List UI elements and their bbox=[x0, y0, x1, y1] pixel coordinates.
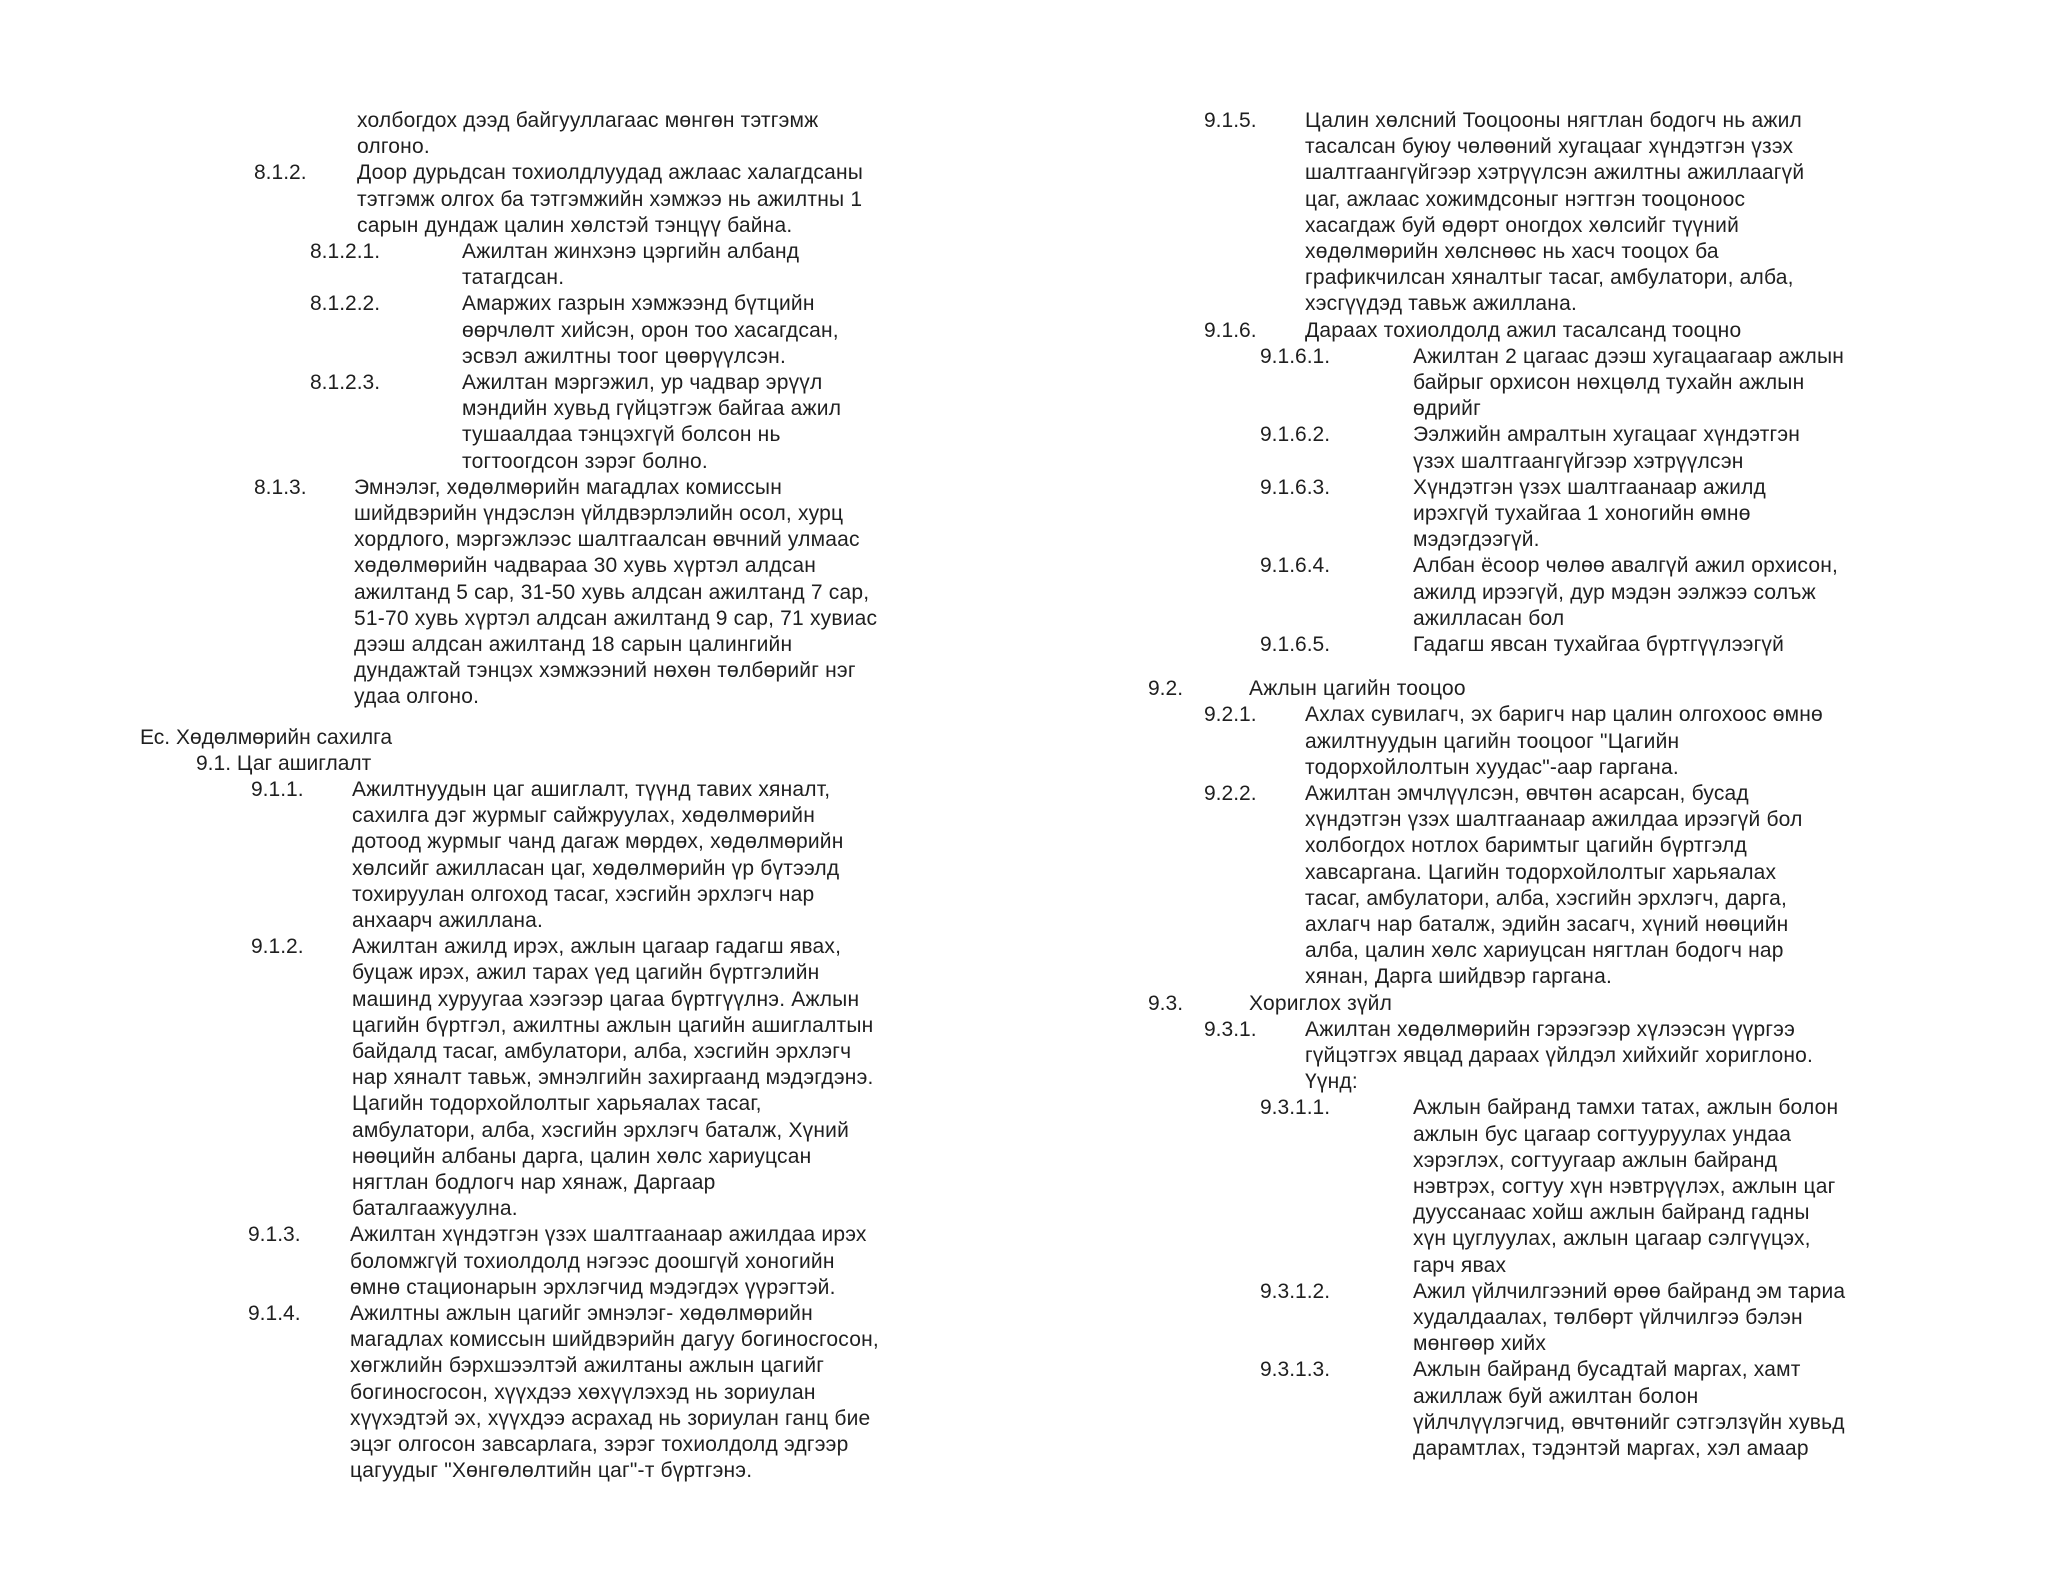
text-line: тохируулан олгоход тасаг, хэсгийн эрхлэгч нар bbox=[352, 882, 815, 906]
text-line: Ажлын цагийн тооцоо bbox=[1249, 677, 1466, 701]
text-line: хавсаргана. Цагийн тодорхойлолтыг харьяалах bbox=[1305, 860, 1777, 884]
text-line: тасаг, амбулатори, алба, хэсгийн эрхлэгч, дарга, bbox=[1305, 886, 1788, 910]
text-line: цагийн бүртгэл, ажилтны ажлын цагийн ашиглалтын bbox=[352, 1013, 874, 1037]
text-line: хүн цуглуулах, ажлын цагаар сэлгүүцэх, bbox=[1413, 1227, 1811, 1251]
item-number: 9.3.1.3. bbox=[1260, 1358, 1331, 1382]
text-line: нар хяналт тавьж, эмнэлгийн захиргаанд мэдэгдэнэ. bbox=[352, 1066, 874, 1090]
text-line: холбогдох нотлох баримтыг цагийн бүртгэлд bbox=[1305, 834, 1747, 858]
text-line: хордлого, мэргэжлээс шалтгаалсан өвчний улмаас bbox=[354, 528, 860, 552]
item-number: 8.1.2. bbox=[254, 161, 307, 185]
text-line: Ажилтан мэргэжил, ур чадвар эрүүл bbox=[462, 371, 823, 394]
text-line: хүндэтгэн үзэх шалтгаанаар ажилдаа ирээгүй бол bbox=[1305, 808, 1803, 832]
text-line: Ажилтан хүндэтгэн үзэх шалтгаанаар ажилдаа ирэх bbox=[350, 1223, 867, 1247]
text-line: ахлагч нар баталж, эдийн засагч, хүний нөөцийн bbox=[1305, 913, 1789, 936]
text-line: Дараах тохиолдолд ажил тасалсанд тооцно bbox=[1305, 318, 1742, 342]
text-line: гарч явах bbox=[1413, 1253, 1507, 1277]
text-line: тасалсан буюу чөлөөний хугацааг хүндэтгэн үзэх bbox=[1305, 135, 1794, 159]
section-heading: 9.1. Цаг ашиглалт bbox=[196, 751, 372, 775]
text-line: Хориглох зүйл bbox=[1249, 991, 1393, 1015]
text-line: тодорхойлолтын хуудас"-аар гаргана. bbox=[1305, 755, 1679, 779]
text-line: Ээлжийн амралтын хугацааг хүндэтгэн bbox=[1413, 423, 1801, 447]
item-number: 9.2. bbox=[1148, 677, 1184, 701]
text-line: ажилтнуудын цагийн тооцоог "Цагийн bbox=[1305, 729, 1680, 753]
text-line: боломжгүй тохиолдолд нэгээс доошгүй хоногийн bbox=[350, 1249, 835, 1273]
text-line: Ажилтан ажилд ирэх, ажлын цагаар гадагш явах, bbox=[352, 935, 842, 959]
text-line: ажилтанд 5 сар, 31-50 хувь алдсан ажилтанд 7 сар, bbox=[354, 580, 870, 604]
item-number: 8.1.3. bbox=[254, 475, 307, 499]
text-line: сарын дундаж цалин хөлстэй тэнцүү байна. bbox=[357, 213, 793, 237]
item-number: 9.2.1. bbox=[1204, 703, 1257, 727]
text-line: тушаалдаа тэнцэхгүй болсон нь bbox=[462, 423, 781, 447]
item-number: 9.3.1.1. bbox=[1260, 1096, 1331, 1120]
item-number: 9.1.6.2. bbox=[1260, 423, 1331, 447]
text-line: Ажлын байранд тамхи татах, ажлын болон bbox=[1413, 1096, 1839, 1120]
text-line: олгоно. bbox=[357, 135, 430, 159]
text-line: нэвтрэх, согтуу хүн нэвтрүүлэх, ажлын цаг bbox=[1413, 1175, 1836, 1198]
text-line: алба, цалин хөлс хариуцсан нягтлан бодогч нар bbox=[1305, 939, 1784, 963]
text-line: ирэхгүй тухайгаа 1 хоногийн өмнө bbox=[1413, 502, 1751, 525]
text-line: хөлсийг ажилласан цаг, хөдөлмөрийн үр бүтээлд bbox=[352, 856, 840, 880]
text-line: Ахлах сувилагч, эх баригч нар цалин олгохоос өмнө bbox=[1305, 703, 1823, 727]
item-number: 9.1.1. bbox=[251, 778, 304, 801]
text-line: мэндийн хувьд гүйцэтгэж байгаа ажил bbox=[462, 397, 842, 421]
text-line: богиносгосон, хүүхдээ хөхүүлэхэд нь зориулан bbox=[350, 1380, 816, 1404]
text-line: нягтлан бодлогч нар хянаж, Даргаар bbox=[352, 1171, 716, 1194]
item-number: 8.1.2.2. bbox=[310, 292, 381, 316]
text-line: машинд хуруугаа хээгээр цагаа бүртгүүлнэ. Ажлын bbox=[352, 987, 860, 1011]
text-line: холбогдох дээд байгууллагаас мөнгөн тэтгэмж bbox=[357, 109, 819, 132]
text-line: тогтоогдсон зэрэг болно. bbox=[462, 449, 708, 473]
text-line: дээш алдсан ажилтанд 18 сарын цалингийн bbox=[354, 633, 793, 656]
text-line: үйлчлүүлэгчид, өвчтөнийг сэтгэлзүйн хувьд bbox=[1413, 1410, 1845, 1434]
text-line: цаг, ажлаас хожимдсоныг нэгтгэн тооцоноос bbox=[1305, 187, 1746, 211]
text-line: ажилласан бол bbox=[1413, 606, 1565, 630]
text-line: мөнгөөр хийх bbox=[1413, 1332, 1547, 1356]
text-line: Цагийн тодорхойлолтыг харьяалах тасаг, bbox=[352, 1092, 762, 1116]
text-line: дууссанаас хойш ажлын байранд гадны bbox=[1413, 1201, 1810, 1225]
text-line: магадлах комиссын шийдвэрийн дагуу богиносгосон, bbox=[350, 1328, 879, 1352]
text-line: татагдсан. bbox=[462, 266, 565, 290]
text-line: графикчилсан хяналтыг тасаг, амбулатори, алба, bbox=[1305, 266, 1794, 290]
text-line: байдалд тасаг, амбулатори, алба, хэсгийн эрхлэгч bbox=[352, 1040, 852, 1063]
text-line: дундажтай тэнцэх хэмжээний нөхөн төлбөрийг нэг bbox=[354, 659, 856, 683]
text-line: эцэг олгосон завсарлага, зэрэг тохиолдолд эдгээр bbox=[350, 1433, 849, 1456]
text-line: Цалин хөлсний Тооцооны нягтлан бодогч нь ажил bbox=[1305, 109, 1802, 132]
text-line: худалдаалах, төлбөрт үйлчилгээ бэлэн bbox=[1413, 1306, 1803, 1329]
text-line: дарамтлах, тэдэнтэй маргах, хэл амаар bbox=[1413, 1437, 1809, 1460]
text-line: Амаржих газрын хэмжээнд бүтцийн bbox=[462, 292, 815, 316]
text-line: амбулатори, алба, хэсгийн эрхлэгч баталж, Хүний bbox=[352, 1118, 850, 1142]
item-number: 9.1.5. bbox=[1204, 109, 1257, 132]
text-line: өөрчлөлт хийсэн, орон тоо хасагдсан, bbox=[462, 318, 839, 342]
item-number: 9.1.6. bbox=[1204, 318, 1257, 342]
item-number: 9.1.6.5. bbox=[1260, 633, 1331, 656]
text-line: эсвэл ажилтны тоог цөөрүүлсэн. bbox=[462, 344, 787, 368]
text-line: 51-70 хувь хүртэл алдсан ажилтанд 9 сар, 71 хувиас bbox=[354, 606, 878, 630]
text-line: анхаарч ажиллана. bbox=[352, 909, 544, 932]
item-number: 9.1.2. bbox=[251, 935, 304, 959]
item-number: 9.1.4. bbox=[248, 1302, 301, 1325]
text-line: Ажилтан 2 цагаас дээш хугацаагаар ажлын bbox=[1413, 344, 1845, 368]
text-line: шалтгаангүйгээр хэтрүүлсэн ажилтны ажиллаагүй bbox=[1305, 161, 1805, 185]
text-line: Ажлын байранд бусадтай маргах, хамт bbox=[1413, 1358, 1801, 1382]
text-line: хянан, Дарга шийдвэр гаргана. bbox=[1305, 965, 1612, 989]
text-line: байрыг орхисон нөхцөлд тухайн ажлын bbox=[1413, 371, 1805, 394]
text-line: хасагдаж буй өдөрт оногдох хөлсийг түүний bbox=[1305, 213, 1740, 237]
item-number: 9.1.3. bbox=[248, 1223, 301, 1247]
item-number: 9.1.6.4. bbox=[1260, 554, 1331, 578]
text-line: баталгаажуулна. bbox=[352, 1197, 518, 1221]
item-number: 9.1.6.1. bbox=[1260, 344, 1331, 368]
text-line: нөөцийн албаны дарга, цалин хөлс хариуцсан bbox=[352, 1144, 812, 1168]
text-line: Ажилтны ажлын цагийг эмнэлэг- хөдөлмөрийн bbox=[350, 1302, 813, 1325]
text-line: Доор дурьдсан тохиолдлуудад ажлаас халагдсаны bbox=[357, 161, 864, 185]
text-line: гүйцэтгэх явцад дараах үйлдэл хийхийг хориглоно. bbox=[1305, 1044, 1814, 1067]
text-line: хөгжлийн бэрхшээлтэй ажилтаны ажлын цагийг bbox=[350, 1354, 825, 1378]
text-line: ажиллаж буй ажилтан болон bbox=[1413, 1384, 1699, 1408]
section-heading: Ес. Хөдөлмөрийн сахилга bbox=[140, 725, 393, 749]
text-line: Гадагш явсан тухайгаа бүртгүүлээгүй bbox=[1413, 633, 1785, 656]
text-line: шийдвэрийн үндэслэн үйлдвэрлэлийн осол, хурц bbox=[354, 502, 844, 525]
text-line: ажлын бус цагаар согтууруулах ундаа bbox=[1413, 1122, 1792, 1146]
item-number: 9.2.2. bbox=[1204, 782, 1257, 805]
text-line: удаа олгоно. bbox=[354, 685, 480, 709]
text-line: тэтгэмж олгох ба тэтгэмжийн хэмжээ нь ажилтны 1 bbox=[357, 187, 863, 211]
text-line: Албан ёсоор чөлөө авалгүй ажил орхисон, bbox=[1413, 554, 1839, 578]
text-line: сахилга дэг журмыг сайжруулах, хөдөлмөрийн bbox=[352, 804, 815, 828]
text-line: Ажилтан эмчлүүлсэн, өвчтөн асарсан, бусад bbox=[1305, 782, 1749, 805]
text-line: хөдөлмөрийн чадвараа 30 хувь хүртэл алдсан bbox=[354, 554, 817, 578]
text-line: мэдэгдээгүй. bbox=[1413, 528, 1540, 552]
item-number: 9.1.6.3. bbox=[1260, 475, 1331, 499]
item-number: 8.1.2.1. bbox=[310, 240, 381, 263]
item-number: 9.3. bbox=[1148, 991, 1184, 1015]
text-line: Үүнд: bbox=[1305, 1070, 1358, 1094]
text-line: ажилд ирээгүй, дур мэдэн ээлжээ солъж bbox=[1413, 580, 1816, 604]
text-line: хүүхэдтэй эх, хүүхдээ асрахад нь зориулан ганц бие bbox=[350, 1406, 871, 1430]
text-line: Ажилтнуудын цаг ашиглалт, түүнд тавих хяналт, bbox=[352, 778, 831, 801]
text-line: өдрийг bbox=[1413, 397, 1481, 421]
text-line: Эмнэлэг, хөдөлмөрийн магадлах комиссын bbox=[354, 475, 783, 499]
item-number: 9.3.1. bbox=[1204, 1017, 1257, 1041]
text-line: дотоод журмыг чанд дагаж мөрдөх, хөдөлмөрийн bbox=[352, 830, 844, 854]
text-line: Ажил үйлчилгээний өрөө байранд эм тариа bbox=[1413, 1279, 1846, 1303]
text-line: Ажилтан хөдөлмөрийн гэрээгээр хүлээсэн үүргээ bbox=[1305, 1017, 1796, 1041]
text-line: Хүндэтгэн үзэх шалтгаанаар ажилд bbox=[1413, 475, 1767, 499]
text-line: хэсгүүдэд тавьж ажиллана. bbox=[1305, 292, 1578, 316]
text-line: өмнө стационарын эрхлэгчид мэдэгдэх үүрэгтэй. bbox=[350, 1275, 836, 1299]
text-line: буцаж ирэх, ажил тарах үед цагийн бүртгэлийн bbox=[352, 961, 820, 985]
item-number: 8.1.2.3. bbox=[310, 371, 381, 394]
text-line: Ажилтан жинхэнэ цэргийн албанд bbox=[462, 240, 800, 263]
text-line: хэрэглэх, согтуугаар ажлын байранд bbox=[1413, 1148, 1778, 1172]
item-number: 9.3.1.2. bbox=[1260, 1279, 1331, 1303]
text-line: үзэх шалтгаангүйгээр хэтрүүлсэн bbox=[1413, 449, 1744, 473]
text-line: хөдөлмөрийн хөлснөөс нь хасч тооцох ба bbox=[1305, 240, 1719, 263]
text-line: цагуудыг "Хөнгөлөлтийн цаг"-т бүртгэнэ. bbox=[350, 1459, 753, 1483]
